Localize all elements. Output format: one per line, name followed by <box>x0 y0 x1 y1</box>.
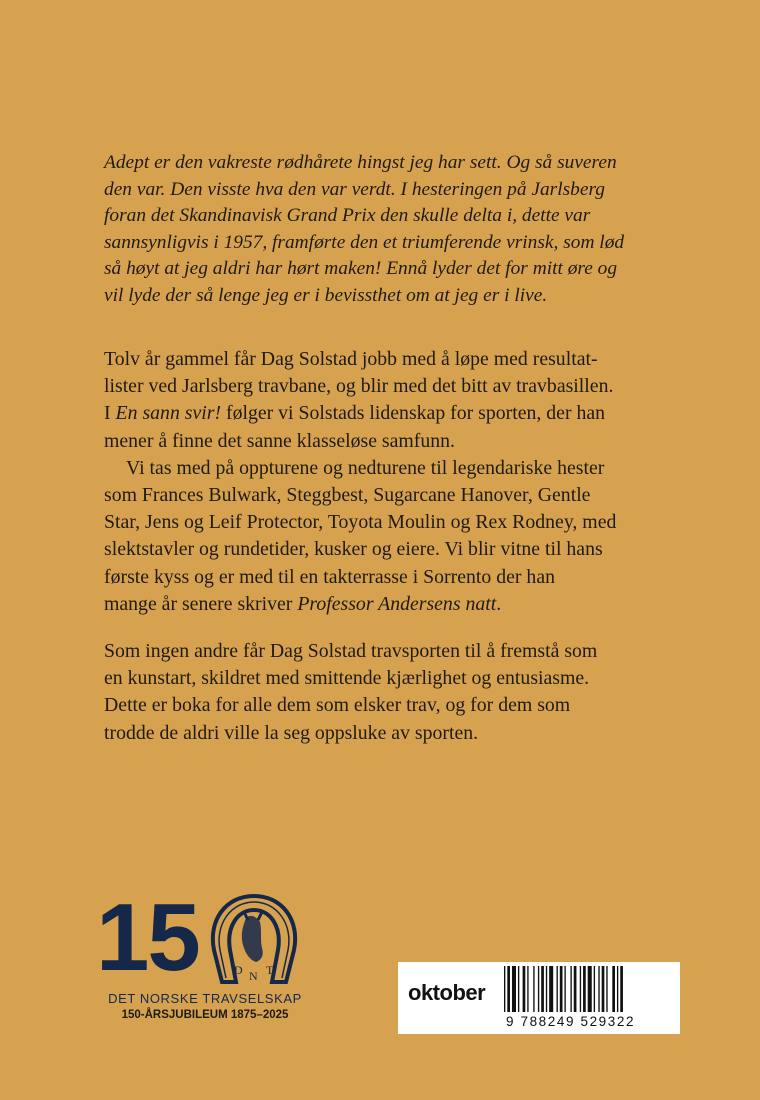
blurb-line: trodde de aldri ville la seg oppsluke av sporten. <box>104 721 479 744</box>
blurb-line: mener å finne det sanne klasseløse samfunn. <box>104 429 456 452</box>
blurb-text: I <box>104 402 116 425</box>
emblem-letter: N <box>249 969 258 983</box>
isbn-barcode <box>502 966 674 1014</box>
quote-line: vil lyde der så lenge jeg er i bevissthet om at jeg er i live. <box>104 284 548 306</box>
back-cover-quote <box>104 150 704 309</box>
blurb-line: første kyss og er med til en takterrasse i Sorrento der han <box>104 565 555 588</box>
blurb-line: Dette er boka for alle dem som elsker trav, og for dem som <box>104 694 571 717</box>
emblem-letter: D <box>234 963 243 977</box>
blurb-line: lister ved Jarlsberg travbane, og blir med det bitt av travbasillen. <box>104 375 614 398</box>
blurb-text: mange år senere skriver <box>104 592 298 615</box>
horseshoe-horse-head-icon <box>204 890 304 990</box>
blurb-line <box>104 400 704 427</box>
book-title: Professor Andersens natt <box>297 592 497 615</box>
anniversary-logo <box>96 884 316 1028</box>
blurb-line: som Frances Bulwark, Steggbest, Sugarcane Hanover, Gentle <box>104 484 591 507</box>
quote-line: så høyt at jeg aldri har hørt maken! Ennå lyder det for mitt øre og <box>104 258 618 279</box>
blurb-line: Tolv år gammel får Dag Solstad jobb med å løpe med resultat- <box>104 348 598 370</box>
isbn-number: 9 788249 529322 <box>506 1014 636 1029</box>
blurb-paragraphs <box>104 346 704 618</box>
logo-number: 15 <box>96 884 199 991</box>
book-title: En sann svir! <box>115 402 222 425</box>
blurb-line: en kunstart, skildret med smittende kjærlighet og entusiasme. <box>104 667 590 690</box>
emblem-letter: T <box>266 963 274 977</box>
logo-organization: DET NORSKE TRAVSELSKAP <box>108 991 302 1006</box>
quote-line: Adept er den vakreste rødhårete hingst jeg har sett. Og så suveren <box>104 152 617 173</box>
blurb-text: . <box>496 592 502 615</box>
blurb-line: Vi tas med på oppturene og nedturene til legendariske hester <box>126 456 605 479</box>
quote-line: foran det Skandinavisk Grand Prix den skulle delta i, dette var <box>104 205 591 226</box>
blurb-text: følger vi Solstads lidenskap for sporten, der han <box>221 402 606 425</box>
barcode-box <box>398 962 680 1034</box>
blurb-line <box>104 591 704 618</box>
blurb-line: slektstavler og rundetider, kusker og eiere. Vi blir vitne til hans <box>104 538 603 561</box>
quote-line: den var. Den visste hva den var verdt. I hesteringen på Jarlsberg <box>104 178 605 200</box>
publisher-logo: oktober <box>408 980 486 1005</box>
blurb-line: Som ingen andre får Dag Solstad travsporten til å fremstå som <box>104 640 598 662</box>
quote-line: sannsynligvis i 1957, framførte den et triumferende vrinsk, som lød <box>104 231 625 253</box>
closing-paragraph <box>104 638 704 747</box>
logo-jubilee: 150-ÅRSJUBILEUM 1875–2025 <box>121 1009 289 1021</box>
blurb-line: Star, Jens og Leif Protector, Toyota Moulin og Rex Rodney, med <box>104 511 617 534</box>
